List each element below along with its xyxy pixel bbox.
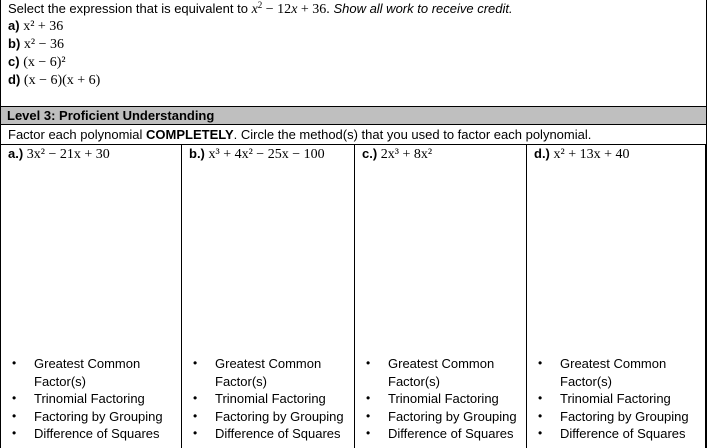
method-trinomial[interactable]: • Trinomial Factoring [538, 391, 671, 406]
problem-c: c.) 2x³ + 8x² [362, 146, 433, 162]
method-grouping[interactable]: • Factoring by Grouping [366, 408, 517, 424]
method-gcf-cont: Factor(s) [560, 373, 612, 389]
method-squares[interactable]: • Difference of Squares [193, 426, 341, 441]
option-c-expression: (x − 6)² [23, 55, 66, 70]
method-gcf[interactable]: • Greatest Common [538, 356, 667, 371]
method-grouping[interactable]: • Factoring by Grouping [538, 408, 689, 424]
method-grouping[interactable]: • Factoring by Grouping [193, 408, 344, 424]
problem-cell-d[interactable] [527, 145, 706, 448]
method-grouping[interactable]: • Factoring by Grouping [12, 408, 163, 424]
method-squares[interactable]: • Difference of Squares [366, 426, 514, 441]
method-list-a [1, 355, 163, 443]
method-gcf-cont: Factor(s) [215, 373, 267, 389]
prompt-instruction: Show all work to receive credit. [333, 1, 513, 16]
problem-cell-a[interactable] [1, 145, 182, 448]
option-c[interactable]: c) (x − 6)² [8, 54, 66, 70]
method-list-d [527, 355, 689, 443]
problem-a: a.) 3x² − 21x + 30 [8, 146, 110, 162]
prompt-text: Select the expression that is equivalent to [8, 1, 248, 16]
option-b-expression: x² − 36 [23, 37, 64, 52]
multiple-choice-question [0, 0, 707, 106]
problem-cell-b[interactable] [182, 145, 355, 448]
option-a[interactable]: a) x² + 36 [8, 18, 64, 34]
option-d[interactable]: d) (x − 6)(x + 6) [8, 72, 101, 88]
factor-instruction: Factor each polynomial COMPLETELY. Circle the method(s) that you used to factor each polynomial. [0, 125, 707, 144]
level-header: Level 3: Proficient Understanding [0, 106, 707, 125]
problem-cell-c[interactable] [355, 145, 527, 448]
method-gcf-cont: Factor(s) [388, 373, 440, 389]
question-prompt [8, 1, 513, 18]
method-list-b [182, 355, 344, 443]
method-trinomial[interactable]: • Trinomial Factoring [193, 391, 326, 406]
problem-grid [0, 144, 707, 448]
method-trinomial[interactable]: • Trinomial Factoring [12, 391, 145, 406]
problem-d: d.) x² + 13x + 40 [534, 146, 630, 162]
prompt-expression: $x^2 - 12x + 36$. [251, 0, 330, 17]
option-b[interactable]: b) x² − 36 [8, 36, 64, 52]
method-squares[interactable]: • Difference of Squares [538, 426, 686, 441]
method-gcf[interactable]: • Greatest Common [193, 356, 322, 371]
method-gcf[interactable]: • Greatest Common [12, 356, 141, 371]
method-gcf[interactable]: • Greatest Common [366, 356, 495, 371]
method-gcf-cont: Factor(s) [34, 373, 86, 389]
option-d-expression: (x − 6)(x + 6) [23, 73, 101, 88]
method-list-c [355, 355, 517, 443]
method-trinomial[interactable]: • Trinomial Factoring [366, 391, 499, 406]
method-squares[interactable]: • Difference of Squares [12, 426, 160, 441]
problem-b: b.) x³ + 4x² − 25x − 100 [189, 146, 325, 162]
option-a-expression: x² + 36 [23, 19, 64, 34]
